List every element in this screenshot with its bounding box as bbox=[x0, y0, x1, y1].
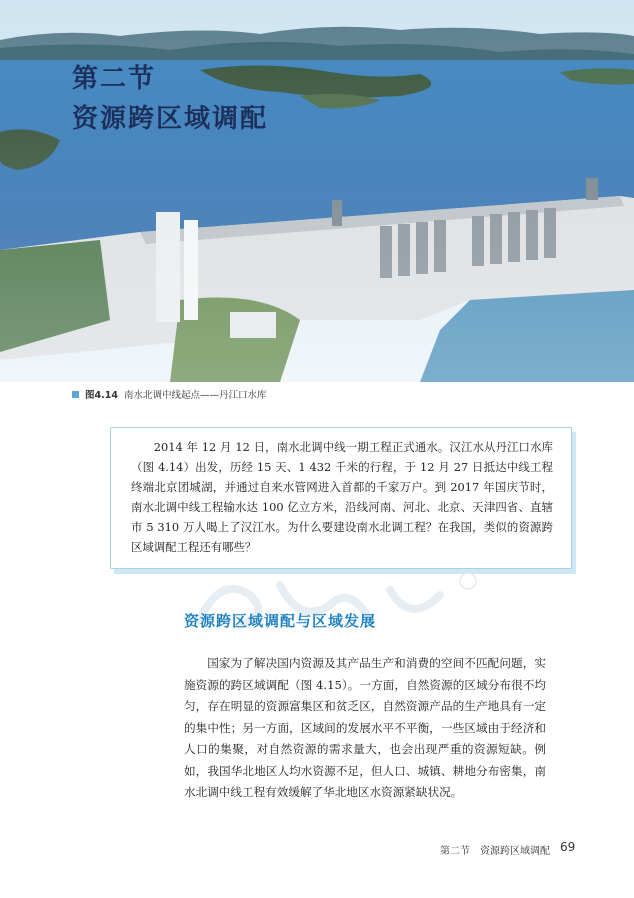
figure-caption bbox=[72, 387, 266, 401]
figure-label: 图4.14 bbox=[85, 390, 118, 401]
page-number: 69 bbox=[560, 840, 576, 854]
subsection-heading: 资源跨区域调配与区域发展 bbox=[184, 612, 377, 630]
running-title: 第二节 资源跨区域调配 bbox=[440, 846, 550, 857]
figure-caption-text: 南水北调中线起点——丹江口水库 bbox=[123, 390, 267, 401]
intro-case-box bbox=[110, 427, 572, 569]
caption-marker-icon bbox=[72, 391, 79, 398]
section-number: 第二节 bbox=[72, 64, 157, 94]
intro-case-text: 2014 年 12 月 12 日，南水北调中线一期工程正式通水。汉江水从丹江口水库（图 4.14）出发，历经 15 天、1 432 千米的行程，于 12 月 27 日抵达中线工程终端北京团城湖，并通过自来水管网进入首都的千家万户。到 2017 年国庆节时，南水北调中线工程输水达 100 亿立方米，沿线河南、河北、北京、天津四省、直辖市 5 310 万人喝上了汉江水。为什么要建设南水北调工程？在我国，类似的资源跨区域调配工程还有哪些？ bbox=[131, 440, 553, 554]
section-title: 资源跨区域调配 bbox=[72, 104, 269, 134]
body-paragraph: 国家为了解决国内资源及其产品生产和消费的空间不匹配问题，实施资源的跨区域调配（图 4.15）。一方面，自然资源的区域分布很不均匀，存在明显的资源富集区和贫乏区，自然资源产品的生产地具有一定的集中性；另一方面，区域间的发展水平不平衡，一些区域由于经济和人口的集聚，对自然资源的需求量大，也会出现严重的资源短缺。例如，我国华北地区人均水资源不足，但人口、城镇、耕地分布密集，南水北调中线工程有效缓解了华北地区水资源紧缺状况。 bbox=[184, 656, 546, 799]
